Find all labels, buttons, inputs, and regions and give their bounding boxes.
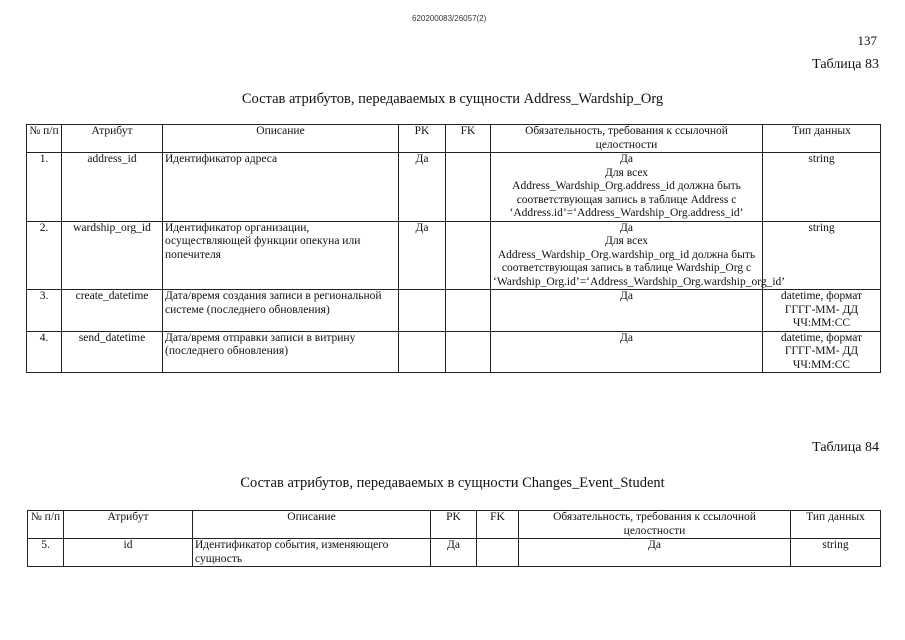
pk-value: Да: [399, 153, 446, 222]
col-requirements-header: Обязательность, требования к ссылочной целостности: [519, 511, 791, 539]
attribute-description: Дата/время отправки записи в витрину (последнего обновления): [163, 331, 399, 373]
datatype-value: datetime, формат ГГГГ-ММ- ДД ЧЧ:ММ:СС: [763, 331, 881, 373]
attribute-description: Идентификатор адреса: [163, 153, 399, 222]
row-number: 2.: [27, 221, 62, 290]
table-title-84: Состав атрибутов, передаваемых в сущности Changes_Event_Student: [240, 475, 665, 491]
datatype-value: string: [763, 221, 881, 290]
attributes-table-83: [26, 124, 881, 373]
col-fk-header: FK: [477, 511, 519, 539]
col-number-header: № п/п: [27, 125, 62, 153]
table-caption-84: Таблица 84: [812, 440, 879, 455]
pk-value: [399, 290, 446, 332]
requirement-value: Да Для всех Address_Wardship_Org.wardship_org_id должна быть соответствующая запись в таблице Wardship_Org с ‘Wardship_Org.id’=‘Address_Wardship_Org.wardship_org_id’: [491, 221, 763, 290]
attribute-description: Дата/время создания записи в региональной системе (последнего обновления): [163, 290, 399, 332]
requirement-value: Да: [491, 331, 763, 373]
col-attribute-header: Атрибут: [64, 511, 193, 539]
row-number: 1.: [27, 153, 62, 222]
attribute-description: Идентификатор события, изменяющего сущность: [193, 539, 431, 567]
table-row: [28, 539, 881, 567]
table-header-row: [28, 511, 881, 539]
datatype-value: string: [763, 153, 881, 222]
col-number-header: № п/п: [28, 511, 64, 539]
requirement-value: Да Для всех Address_Wardship_Org.address_id должна быть соответствующая запись в таблице Address с ‘Address.id’=‘Address_Wardship_Org.address_id’: [491, 153, 763, 222]
col-requirements-header: Обязательность, требования к ссылочной целостности: [491, 125, 763, 153]
row-number: 3.: [27, 290, 62, 332]
table-row: [27, 221, 881, 290]
document-id: 620200083/26057(2): [412, 14, 487, 23]
col-fk-header: FK: [446, 125, 491, 153]
attribute-name: id: [64, 539, 193, 567]
row-number: 5.: [28, 539, 64, 567]
table-header-row: [27, 125, 881, 153]
datatype-value: string: [791, 539, 881, 567]
col-description-header: Описание: [163, 125, 399, 153]
row-number: 4.: [27, 331, 62, 373]
attribute-name: wardship_org_id: [62, 221, 163, 290]
col-attribute-header: Атрибут: [62, 125, 163, 153]
col-description-header: Описание: [193, 511, 431, 539]
col-pk-header: PK: [399, 125, 446, 153]
fk-value: [446, 331, 491, 373]
attributes-table-84: [27, 510, 881, 567]
attribute-name: address_id: [62, 153, 163, 222]
pk-value: Да: [431, 539, 477, 567]
fk-value: [446, 153, 491, 222]
page-number: 137: [857, 33, 877, 48]
col-datatype-header: Тип данных: [791, 511, 881, 539]
attribute-description: Идентификатор организации, осуществляющей функции опекуна или попечителя: [163, 221, 399, 290]
attribute-name: send_datetime: [62, 331, 163, 373]
col-datatype-header: Тип данных: [763, 125, 881, 153]
pk-value: Да: [399, 221, 446, 290]
datatype-value: datetime, формат ГГГГ-ММ- ДД ЧЧ:ММ:СС: [763, 290, 881, 332]
table-row: [27, 153, 881, 222]
table-title-83: Состав атрибутов, передаваемых в сущности Address_Wardship_Org: [241, 91, 664, 107]
attribute-name: create_datetime: [62, 290, 163, 332]
col-pk-header: PK: [431, 511, 477, 539]
requirement-value: Да: [519, 539, 791, 567]
table-row: [27, 290, 881, 332]
requirement-value: Да: [491, 290, 763, 332]
fk-value: [446, 290, 491, 332]
fk-value: [446, 221, 491, 290]
pk-value: [399, 331, 446, 373]
fk-value: [477, 539, 519, 567]
table-row: [27, 331, 881, 373]
table-caption-83: Таблица 83: [812, 57, 879, 72]
